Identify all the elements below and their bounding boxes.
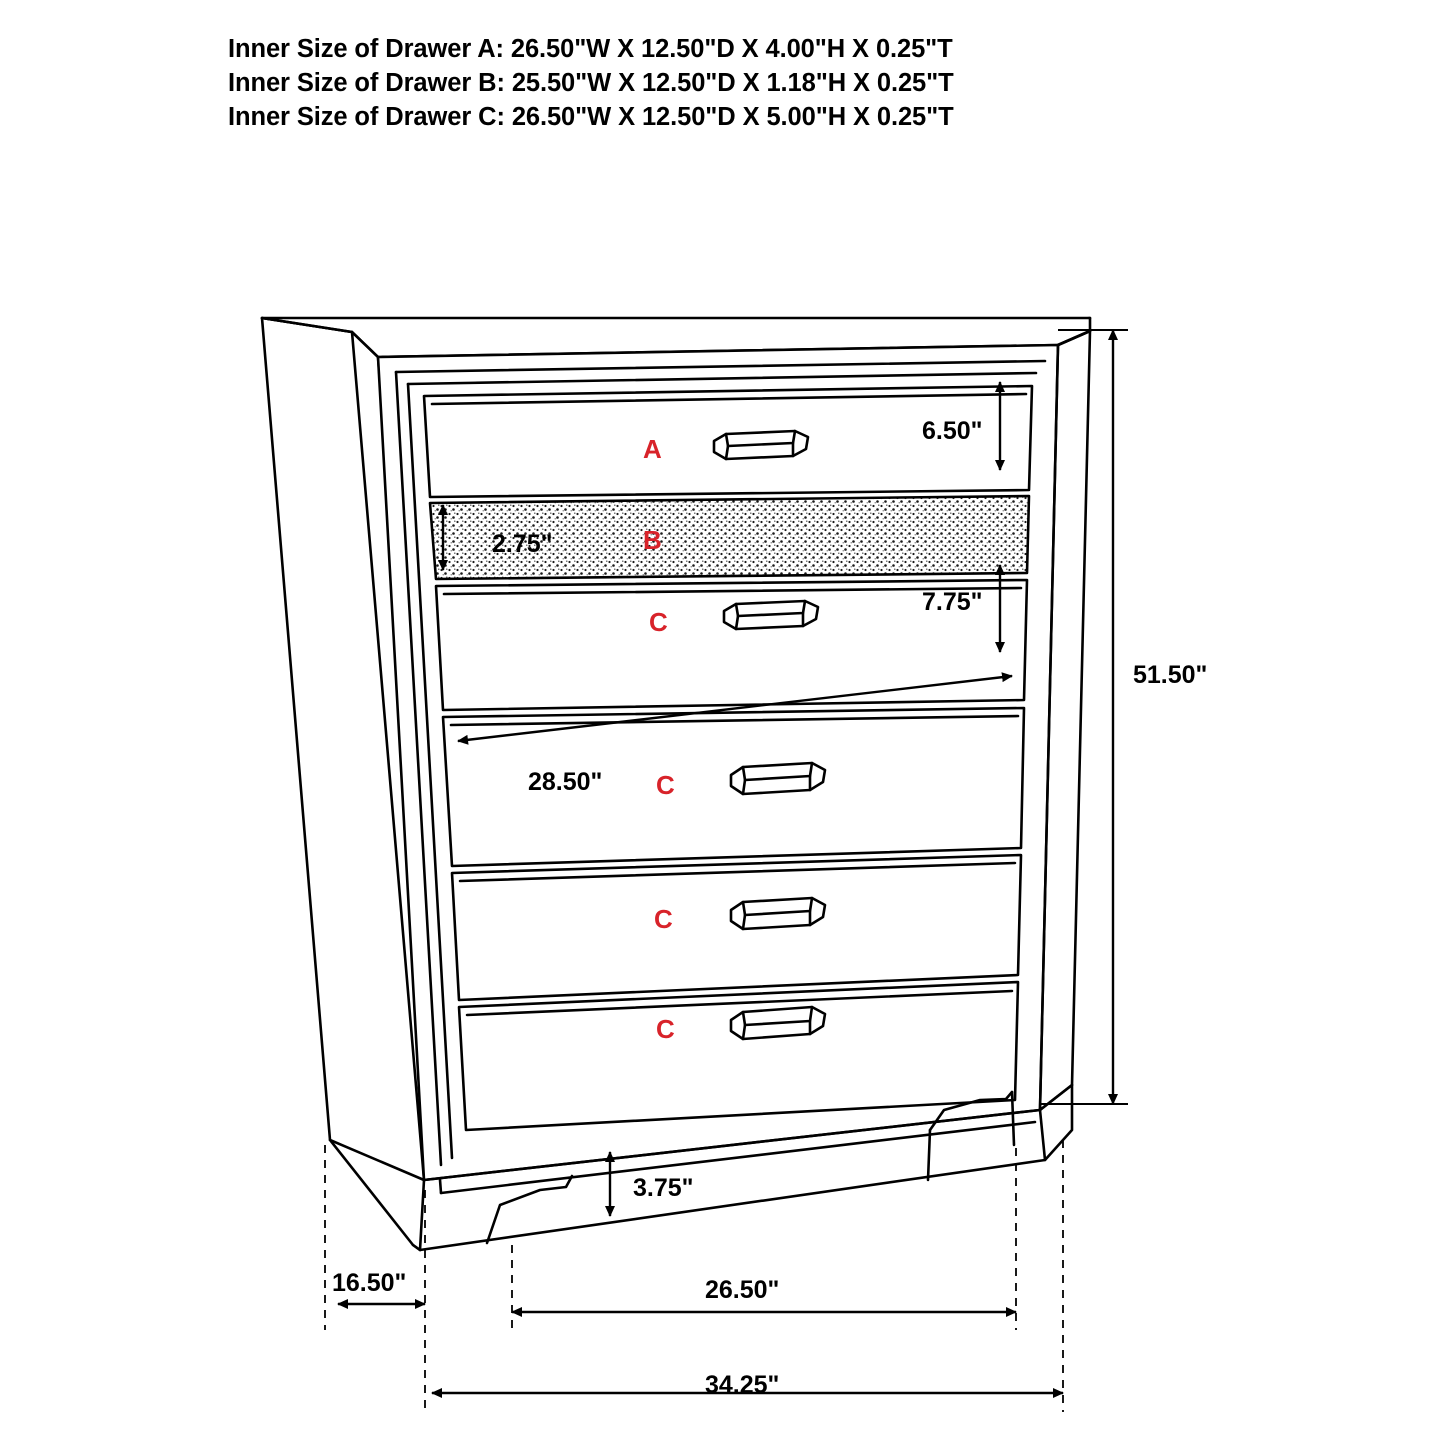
dim-overall-height: 51.50" [1133, 661, 1208, 689]
dim-drawer-a-height: 6.50" [922, 417, 983, 445]
dim-side-depth: 16.50" [332, 1269, 407, 1297]
dim-front-width: 26.50" [705, 1276, 780, 1304]
spec-line-drawer-a: Inner Size of Drawer A: 26.50"W X 12.50"D X 4.00"H X 0.25"T [228, 35, 953, 63]
drawer-label-c4: C [656, 1014, 675, 1044]
drawer-label-b: B [643, 525, 662, 555]
drawer-label-c2: C [656, 770, 675, 800]
drawer-label-c3: C [654, 904, 673, 934]
drawer-label-c1: C [649, 607, 668, 637]
dim-drawer-inner-width: 28.50" [528, 768, 603, 796]
dim-drawer-c-height: 7.75" [922, 588, 983, 616]
drawer-label-a: A [643, 434, 662, 464]
dim-drawer-b-height: 2.75" [492, 530, 553, 558]
spec-line-drawer-b: Inner Size of Drawer B: 25.50"W X 12.50"D X 1.18"H X 0.25"T [228, 69, 954, 97]
dim-foot-height: 3.75" [633, 1174, 694, 1202]
dim-overall-width: 34.25" [705, 1371, 780, 1399]
spec-line-drawer-c: Inner Size of Drawer C: 26.50"W X 12.50"D X 5.00"H X 0.25"T [228, 103, 954, 131]
